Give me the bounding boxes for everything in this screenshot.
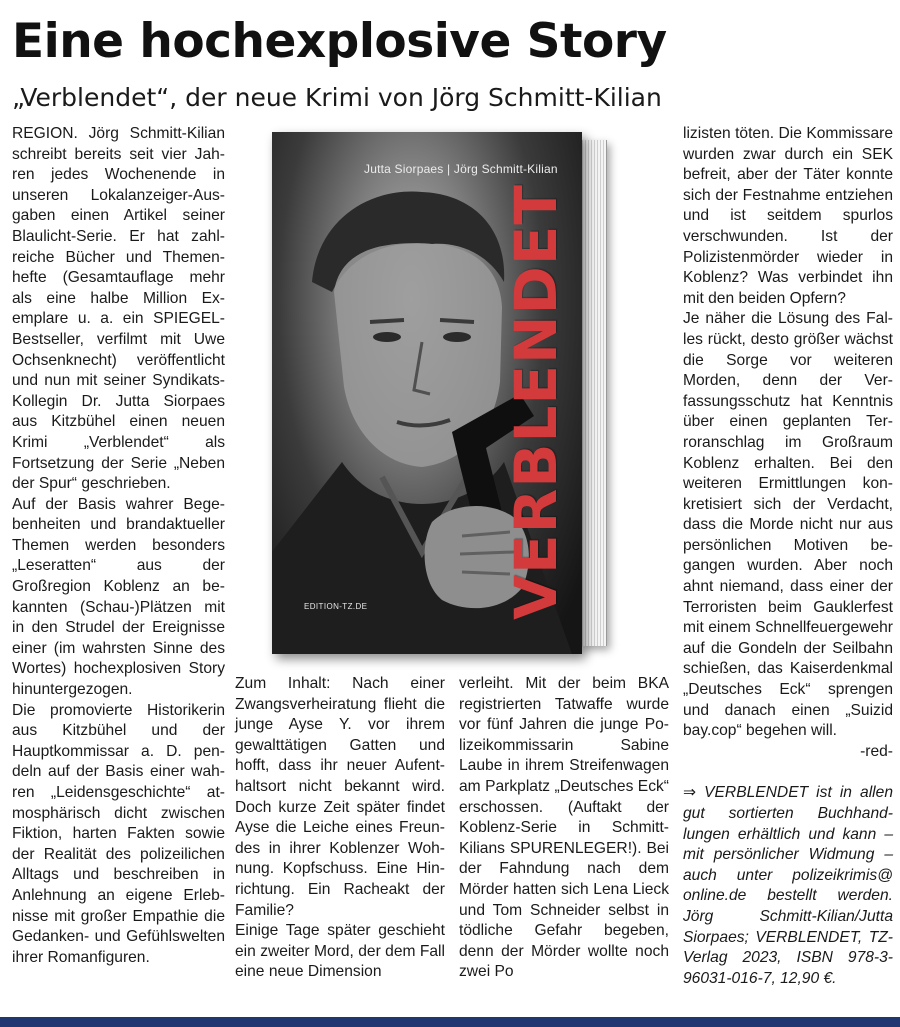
article-paragraph: verleiht. Mit der beim BKA registrierten Tatwaffe wurde vor fünf Jahren die junge Polizeikommissarin Sabine Laube in ihrem Streifenwagen am Parkplatz „Deutsches Eck“ erschossen. (Auftakt der Koblenz-Serie in Schmitt-Kilians SPURENLEGER!). Bei der Fahndung nach dem Mörder hatten sich Lena Lieck und Tom Schneider selbst in tödliche Gefahr begeben, denn der Mörder wollte noch zwei Po (459, 675, 669, 981)
author-signoff: -red- (860, 742, 893, 760)
cover-publisher: EDITION-TZ.DE (304, 602, 368, 611)
footer-bar (0, 1017, 900, 1027)
article-paragraph: REGION. Jörg Schmitt-Kilian schreibt bereits seit vier Jahren jedes Wochenende in unseren Lokalanzeiger-Ausgaben einen Artikel seiner Blaulicht-Serie. Er hat zahlreiche Bücher und Themenhefte (Gesamtauflage mehr als eine halbe Million Exemplare u. a. ein SPIEGEL-Bestseller, verfilmt mit Uwe Ochsenknecht) veröffentlicht und nun mit seiner Syndikats-Kollegin Dr. Jutta Siorpaes aus Kitzbühel einen neuen Krimi „Verblendet“ als Fortsetzung der Serie „Neben der Spur“ geschrieben. (12, 125, 225, 493)
article-column-4 (683, 124, 893, 989)
book-cover-image (272, 132, 616, 654)
article-paragraph: Auf der Basis wahrer Begebenheiten und brandaktueller Themen werden besonders „Leseratten“ aus der Großregion Koblenz an bekannten (Schau-)Plätzen mit in den Strudel der Ereignisse einer (im wahrsten Sinne des Wortes) hochexplosiven Story hinuntergezogen. (12, 495, 225, 699)
left-eye (373, 332, 401, 342)
book-info-box: ⇒ VERBLENDET ist in allen gut sortierten Buchhandlungen erhältlich und kann – mit persönlicher Widmung – auch unter polizeikrimis@ online.de bestellt werden. Jörg Schmitt-Kilian/Jutta Siorpaes; VERBLENDET, TZ-Verlag 2023, ISBN 978-3-96031-016-7, 12,90 €. (683, 784, 893, 987)
cover-title: VERBLENDET (502, 184, 570, 620)
article-paragraph: Je näher die Lösung des Falles rückt, desto größer wächst die Sorge vor weiteren Morden, denn der Verfassungsschutz hat Kenntnis über einen geplanten Terroranschlag im Großraum Koblenz erhalten. Bei den weiteren Ermittlungen konkretisiert sich der Verdacht, dass die Morde nicht nur aus persönlichen Motiven begangen wurden. Aber noch ahnt niemand, dass einer der Terroristen beim Gauklerfest mit einem Schnellfeuergewehr auf die Gondeln der Seilbahn schießen, das Kaiserdenkmal „Deutsches Eck“ sprengen und danach einen „Suizid bay.cop“ begehen will. (683, 310, 893, 740)
book-cover (272, 132, 582, 654)
cover-authors: Jutta Siorpaes | Jörg Schmitt-Kilian (364, 162, 558, 176)
article-column-2 (235, 674, 445, 983)
book-pages-edge (580, 140, 607, 646)
subheadline: „Verblendet“, der neue Krimi von Jörg Schmitt-Kilian (12, 83, 662, 112)
article-paragraph: Einige Tage später geschieht ein zweiter Mord, der dem Fall eine neue Dimension (235, 922, 445, 981)
headline: Eine hochexplosive Story (12, 14, 667, 69)
article-paragraph: Die promovierte Historikerin aus Kitzbühel und der Hauptkommissar a. D. pendeln auf der Basis einer wahren „Leidensgeschichte“ atmosphärisch dicht zwischen Fiktion, harten Fakten sowie der Realität des polizeilichen Alltags und beschreiben in Anlehnung an eigene Erlebnisse mit großer Empathie die Gedanken- und Gefühlswelten ihrer Romanfiguren. (12, 701, 225, 966)
article-paragraph: Zum Inhalt: Nach einer Zwangsverheiratung flieht die junge Ayse Y. vor ihrem gewalttätigen Gatten und hofft, dass ihr neuer Aufenthaltsort nicht bekannt wird. Doch kurze Zeit später findet Ayse die Leiche eines Freundes in ihrer Koblenzer Wohnung. Kopfschuss. Eine Hinrichtung. Ein Racheakt der Familie? (235, 675, 445, 919)
article-paragraph: lizisten töten. Die Kommissare wurden zwar durch ein SEK befreit, aber der Täter konnte sich der Festnahme entziehen und ist seitdem spurlos verschwunden. Ist der Polizistenmörder wieder in Koblenz? Was verbindet ihn mit den beiden Opfern? (683, 125, 893, 307)
article-column-1 (12, 124, 225, 968)
article-column-3 (459, 674, 669, 983)
right-eye (443, 332, 471, 342)
